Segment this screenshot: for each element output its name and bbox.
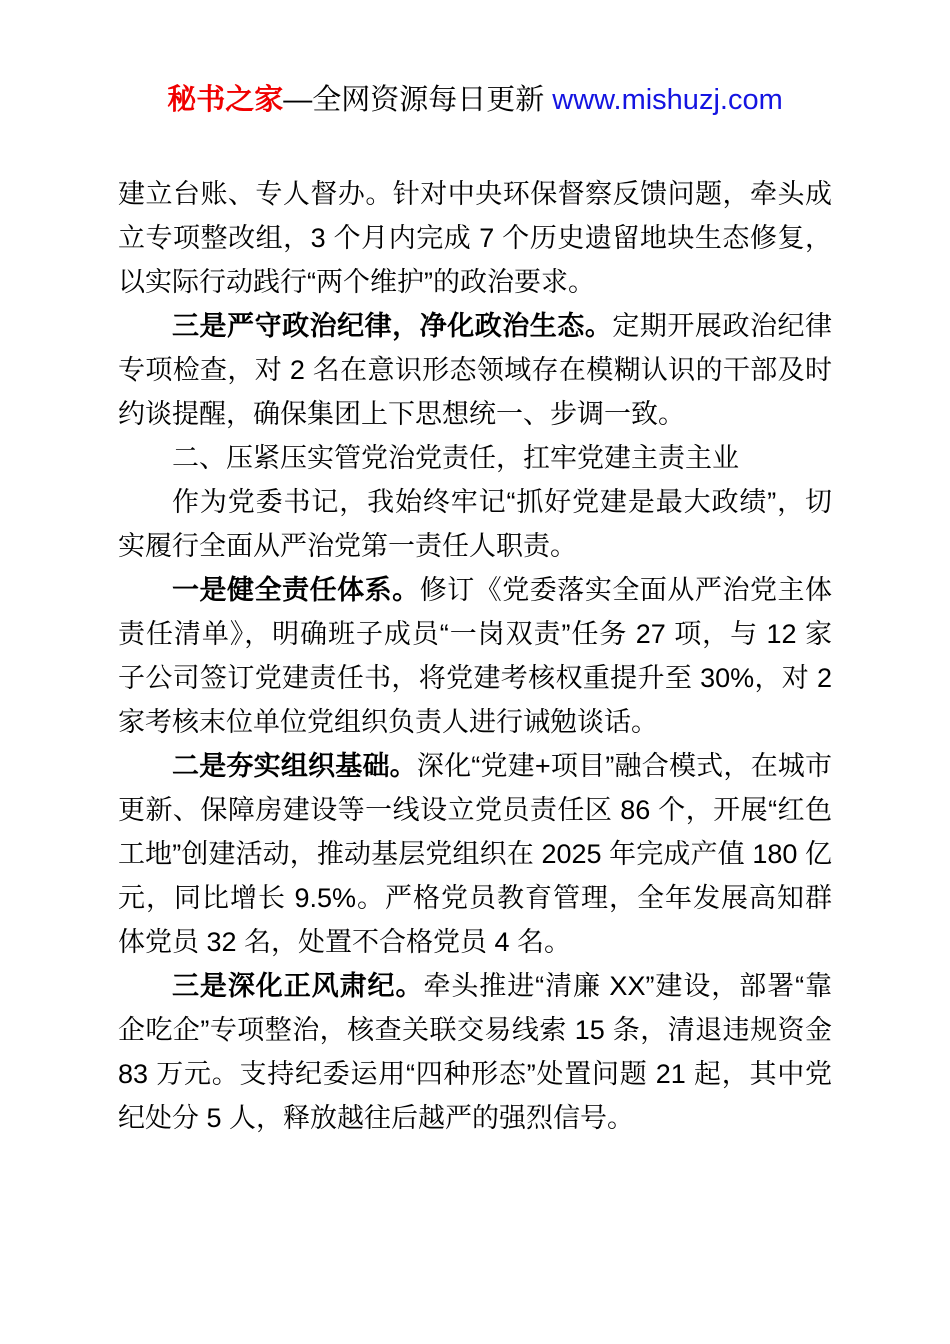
site-brand: 秘书之家 — [167, 84, 284, 116]
paragraph — [118, 480, 832, 568]
paragraph — [118, 304, 832, 436]
paragraph-lead: 三是深化正风肃纪。 — [172, 971, 424, 1001]
section-heading-text: 二、压紧压实管党治党责任，扛牢党建主责主业 — [172, 443, 739, 473]
site-url-link[interactable]: www.mishuzj.com — [552, 84, 783, 116]
section-heading — [118, 436, 832, 480]
paragraph-text: 作为党委书记，我始终牢记“抓好党建是最大政绩”，切实履行全面从严治党第一责任人职责。 — [118, 487, 832, 561]
paragraph-continuation — [118, 172, 832, 304]
paragraph-text: 牵头推进“清廉 XX”建设，部署“靠企吃企”专项整治，核查关联交易线索 15 条，清退违规资金 83 万元。支持纪委运用“四种形态”处置问题 21 起，其中党纪处分 5 人，释放越往后越严的强烈信号。 — [118, 971, 832, 1133]
paragraph-lead: 一是健全责任体系。 — [172, 575, 420, 605]
paragraph-text: 定期开展政治纪律专项检查，对 2 名在意识形态领域存在模糊认识的干部及时约谈提醒，确保集团上下思想统一、步调一致。 — [118, 311, 833, 429]
paragraph — [118, 568, 832, 744]
paragraph-text: 深化“党建+项目”融合模式，在城市更新、保障房建设等一线设立党员责任区 86 个，开展“红色工地”创建活动，推动基层党组织在 2025 年完成产值 180 亿元，同比增长 9.5%。严格党员教育管理，全年发展高知群体党员 32 名，处置不合格党员 4 名。 — [118, 751, 833, 957]
paragraph-text: 建立台账、专人督办。针对中央环保督察反馈问题，牵头成立专项整改组，3 个月内完成 7 个历史遗留地块生态修复，以实际行动践行“两个维护”的政治要求。 — [118, 179, 832, 297]
paragraph-text: 修订《党委落实全面从严治党主体责任清单》，明确班子成员“一岗双责”任务 27 项，与 12 家子公司签订党建责任书，将党建考核权重提升至 30%，对 2 家考核末位单位党组织负责人进行诫勉谈话。 — [118, 575, 833, 737]
document-body — [118, 172, 832, 1140]
site-tagline: 全网资源每日更新 — [312, 84, 545, 116]
header-dash: — — [283, 84, 313, 116]
site-header — [0, 0, 950, 118]
paragraph — [118, 964, 832, 1140]
paragraph — [118, 744, 832, 964]
paragraph-lead: 二是夯实组织基础。 — [172, 751, 417, 781]
paragraph-lead: 三是严守政治纪律，净化政治生态。 — [172, 311, 613, 341]
